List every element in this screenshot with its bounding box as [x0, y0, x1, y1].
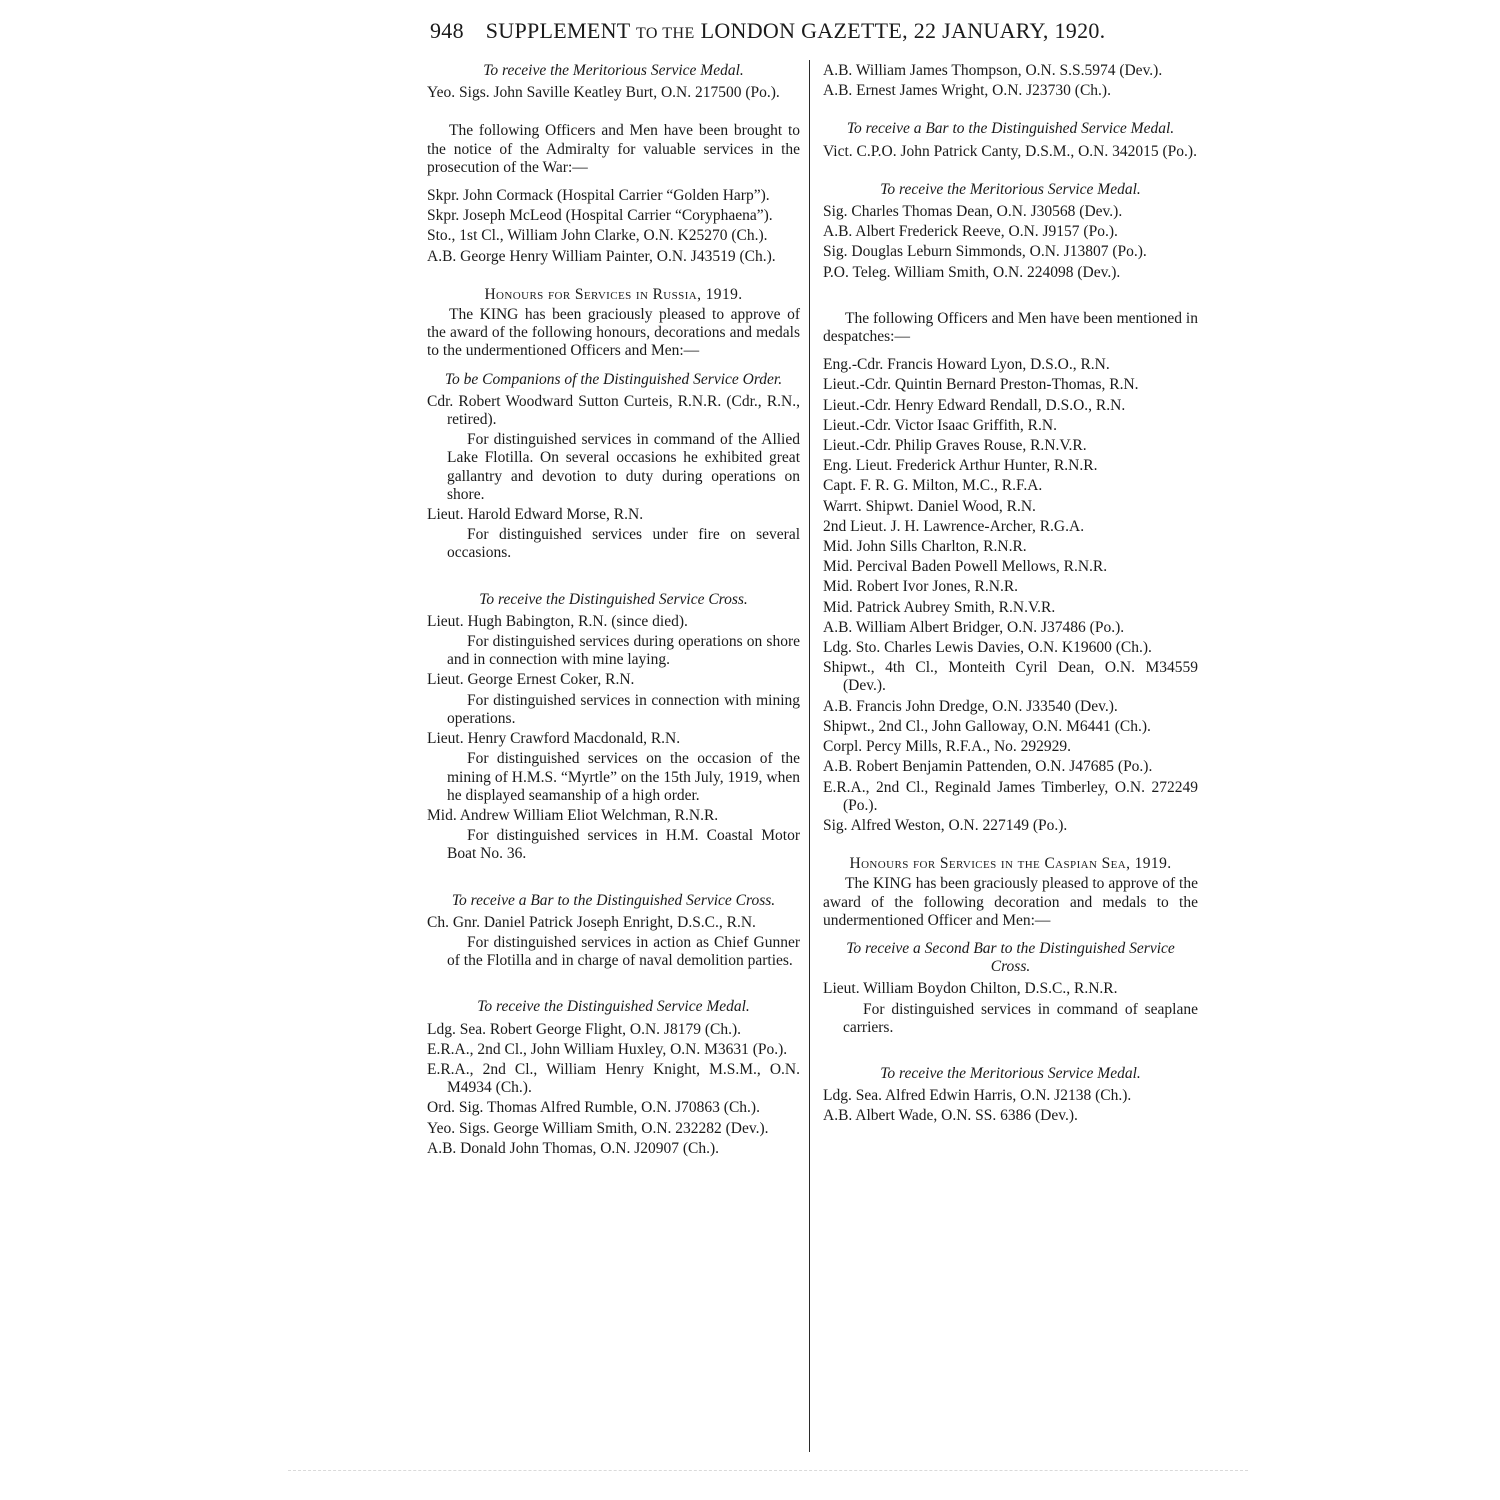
second-bar-entry-name: Lieut. William Boydon Chilton, D.S.C., R.N.R. — [823, 980, 1118, 998]
msm-entry: Sig. Charles Thomas Dean, O.N. J30568 (Dev.). — [823, 203, 1123, 221]
msm-entry: Ldg. Sea. Alfred Edwin Harris, O.N. J2138 (Ch.). — [823, 1087, 1132, 1105]
msm-entry: A.B. Albert Wade, O.N. SS. 6386 (Dev.). — [823, 1107, 1078, 1125]
despatch-entry: Shipwt., 2nd Cl., John Galloway, O.N. M6441 (Ch.). — [823, 717, 1151, 735]
dsm-entry: E.R.A., 2nd Cl., John William Huxley, O.N. M3631 (Po.). — [427, 1040, 788, 1058]
left-column — [427, 62, 800, 1160]
despatch-entry: Eng.-Cdr. Francis Howard Lyon, D.S.O., R.N. — [823, 356, 1110, 374]
notice-entry: Skpr. Joseph McLeod (Hospital Carrier “Coryphaena”). — [427, 207, 773, 225]
msm-heading: To receive the Meritorious Service Medal. — [483, 62, 744, 79]
dsc-entry-name: Lieut. Henry Crawford Macdonald, R.N. — [427, 730, 681, 748]
second-bar-entry-citation: For distinguished services in command of seaplane carriers. — [843, 1000, 1198, 1036]
header-title-gazette-date: LONDON GAZETTE, 22 JANUARY, 1920. — [700, 18, 1106, 43]
dsm-entry: A.B. Donald John Thomas, O.N. J20907 (Ch.). — [427, 1139, 720, 1157]
dsm-entry: A.B. Ernest James Wright, O.N. J23730 (Ch.). — [823, 82, 1111, 100]
msm-heading: To receive the Meritorious Service Medal. — [880, 180, 1141, 198]
despatch-entry: Mid. Patrick Aubrey Smith, R.N.V.R. — [823, 598, 1056, 616]
despatch-entry: Eng. Lieut. Frederick Arthur Hunter, R.N.R. — [823, 457, 1098, 475]
russia-honours-heading: Honours for Services in Russia, 1919. — [484, 285, 743, 303]
notice-entry: A.B. George Henry William Painter, O.N. J43519 (Ch.). — [427, 247, 776, 265]
despatch-entry: Sig. Alfred Weston, O.N. 227149 (Po.). — [823, 816, 1068, 834]
despatch-entry: Mid. John Sills Charlton, R.N.R. — [823, 538, 1027, 556]
despatch-entry: Lieut.-Cdr. Philip Graves Rouse, R.N.V.R. — [823, 437, 1087, 455]
despatch-entry: 2nd Lieut. J. H. Lawrence-Archer, R.G.A. — [823, 517, 1085, 535]
right-column — [823, 62, 1198, 1128]
dso-heading: To be Companions of the Distinguished Service Order. — [444, 370, 783, 388]
despatch-entry: Capt. F. R. G. Milton, M.C., R.F.A. — [823, 477, 1043, 495]
despatch-entry: Ldg. Sto. Charles Lewis Davies, O.N. K19600 (Ch.). — [823, 639, 1152, 657]
msm-heading: To receive the Meritorious Service Medal. — [880, 1064, 1141, 1082]
column-divider — [809, 60, 810, 1452]
msm-entry: Yeo. Sigs. John Saville Keatley Burt, O.N. 217500 (Po.). — [427, 84, 780, 102]
page-number: 948 — [430, 18, 464, 43]
dsm-entry: Ldg. Sea. Robert George Flight, O.N. J8179 (Ch.). — [427, 1020, 741, 1038]
dsc-entry-name: Lieut. George Ernest Coker, R.N. — [427, 671, 635, 689]
despatch-entry: Mid. Percival Baden Powell Mellows, R.N.R. — [823, 558, 1108, 576]
dso-entry-name: Lieut. Harold Edward Morse, R.N. — [427, 506, 644, 524]
dsc-entry-name: Mid. Andrew William Eliot Welchman, R.N.R. — [427, 806, 719, 824]
dsm-heading: To receive the Distinguished Service Medal. — [477, 998, 750, 1016]
dsc-entry-citation: For distinguished services during operations on shore and in connection with mine laying. — [447, 633, 800, 669]
dsm-bar-heading: To receive a Bar to the Distinguished Service Medal. — [846, 120, 1175, 138]
dso-entry-name: Cdr. Robert Woodward Sutton Curteis, R.N.R. (Cdr., R.N., retired). — [427, 392, 800, 429]
russia-paragraph: The KING has been graciously pleased to approve of the award of the following honours, decorations and medals to the undermentioned Officers and Men:— — [427, 306, 800, 360]
dsm-entry: Ord. Sig. Thomas Alfred Rumble, O.N. J70863 (Ch.). — [427, 1099, 760, 1117]
second-bar-heading: To receive a Second Bar to the Distinguished Service Cross. — [846, 939, 1175, 976]
dsc-bar-entry-citation: For distinguished services in action as Chief Gunner of the Flotilla and in charge of naval demolition parties. — [447, 933, 800, 970]
page-header — [430, 18, 1210, 44]
dsm-entry: Yeo. Sigs. George William Smith, O.N. 232282 (Dev.). — [427, 1119, 769, 1137]
despatch-entry: Shipwt., 4th Cl., Monteith Cyril Dean, O.N. M34559 (Dev.). — [823, 659, 1198, 695]
despatch-entry: A.B. Robert Benjamin Pattenden, O.N. J47685 (Po.). — [823, 758, 1153, 776]
notice-paragraph: The following Officers and Men have been brought to the notice of the Admiralty for valuable services in the prosecution of the War:— — [427, 122, 800, 176]
despatch-entry: Lieut.-Cdr. Henry Edward Rendall, D.S.O., R.N. — [823, 396, 1126, 414]
dsc-entry-name: Lieut. Hugh Babington, R.N. (since died). — [427, 612, 688, 630]
notice-entry: Skpr. John Cormack (Hospital Carrier “Golden Harp”). — [427, 187, 770, 205]
dsm-bar-entry: Vict. C.P.O. John Patrick Canty, D.S.M., O.N. 342015 (Po.). — [823, 142, 1197, 160]
dsc-bar-heading: To receive a Bar to the Distinguished Service Cross. — [451, 891, 776, 909]
despatch-entry: A.B. William Albert Bridger, O.N. J37486 (Po.). — [823, 618, 1125, 636]
caspian-paragraph: The KING has been graciously pleased to approve of the award of the following decoration and medals to the undermentioned Officer and Men:— — [823, 875, 1198, 929]
despatch-entry: Warrt. Shipwt. Daniel Wood, R.N. — [823, 497, 1036, 515]
msm-entry: A.B. Albert Frederick Reeve, O.N. J9157 (Po.). — [823, 223, 1118, 241]
print-artifact-line — [288, 1470, 1248, 1483]
despatch-entry: Corpl. Percy Mills, R.F.A., No. 292929. — [823, 738, 1072, 756]
despatch-entry: Lieut.-Cdr. Quintin Bernard Preston-Thomas, R.N. — [823, 376, 1139, 394]
despatch-paragraph: The following Officers and Men have been mentioned in despatches:— — [823, 309, 1198, 346]
dsm-entry: E.R.A., 2nd Cl., William Henry Knight, M.S.M., O.N. M4934 (Ch.). — [427, 1060, 800, 1097]
dsc-entry-citation: For distinguished services in H.M. Coastal Motor Boat No. 36. — [447, 827, 800, 863]
dsm-entry: A.B. William James Thompson, O.N. S.S.5974 (Dev.). — [823, 62, 1163, 79]
dso-entry-citation: For distinguished services in command of the Allied Lake Flotilla. On several occasions he exhibited great gallantry and devotion to duty during operations on shore. — [447, 431, 800, 503]
header-title-supplement: SUPPLEMENT — [485, 18, 631, 43]
dsc-entry-citation: For distinguished services on the occasion of the mining of H.M.S. “Myrtle” on the 15th July, 1919, when he displayed seamanship of a high order. — [447, 750, 800, 804]
despatch-entry: Lieut.-Cdr. Victor Isaac Griffith, R.N. — [823, 416, 1057, 434]
dsc-heading: To receive the Distinguished Service Cross. — [479, 590, 748, 608]
msm-entry: Sig. Douglas Leburn Simmonds, O.N. J13807 (Po.). — [823, 243, 1147, 261]
dsc-bar-entry-name: Ch. Gnr. Daniel Patrick Joseph Enright, D.S.C., R.N. — [427, 913, 756, 931]
despatch-entry: E.R.A., 2nd Cl., Reginald James Timberley, O.N. 272249 (Po.). — [823, 778, 1198, 814]
dsc-entry-citation: For distinguished services in connection with mining operations. — [447, 691, 800, 727]
caspian-honours-heading: Honours for Services in the Caspian Sea, 1919. — [849, 855, 1172, 873]
despatch-entry: A.B. Francis John Dredge, O.N. J33540 (Dev.). — [823, 697, 1118, 715]
notice-entry: Sto., 1st Cl., William John Clarke, O.N. K25270 (Ch.). — [427, 227, 768, 245]
despatch-entry: Mid. Robert Ivor Jones, R.N.R. — [823, 578, 1019, 596]
header-title-to-the: TO THE — [635, 25, 695, 42]
dso-entry-citation: For distinguished services under fire on several occasions. — [447, 526, 800, 562]
msm-entry: P.O. Teleg. William Smith, O.N. 224098 (Dev.). — [823, 263, 1121, 281]
